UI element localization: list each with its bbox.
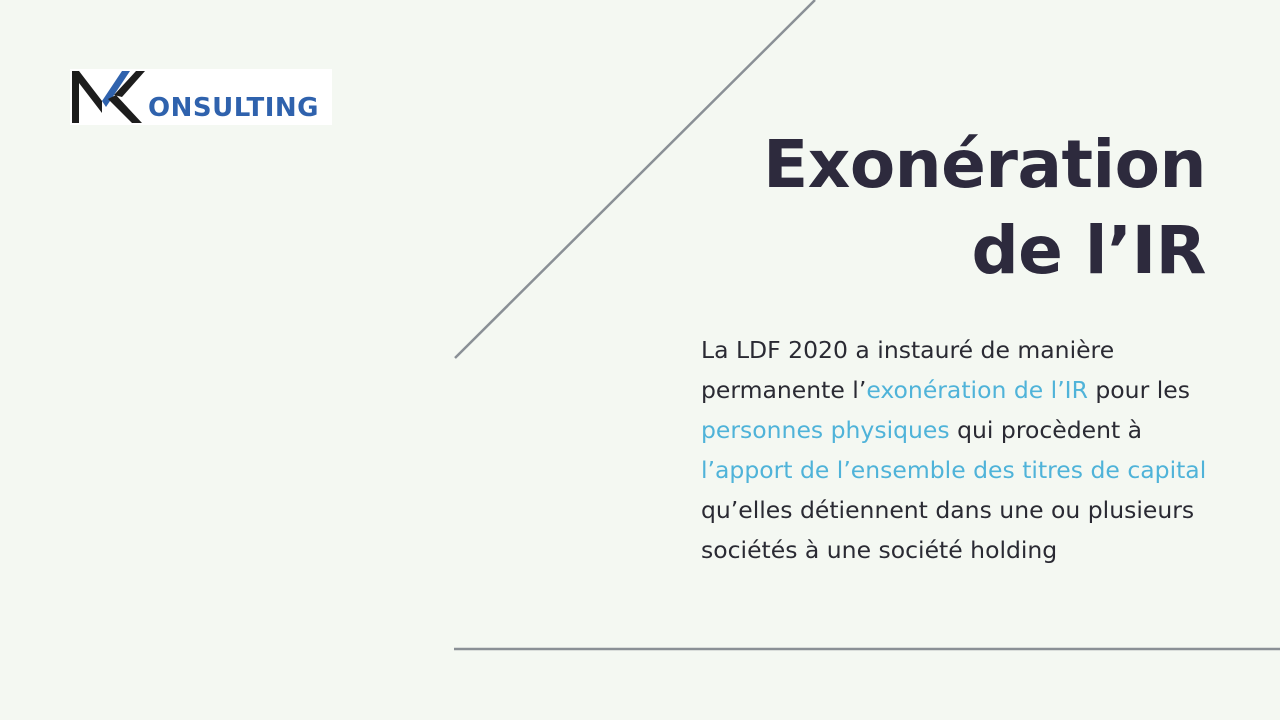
body-segment-3: qui procèdent à	[949, 416, 1143, 444]
company-logo	[70, 69, 332, 125]
title-line-2: de l’IR	[971, 212, 1206, 289]
highlight-personnes-physiques: personnes physiques	[701, 416, 950, 444]
title-line-1: Exonération	[763, 126, 1206, 203]
logo-wordmark: ONSULTING	[148, 93, 319, 123]
body-segment-2: pour les	[1087, 376, 1190, 404]
body-segment-4: qu’elles détiennent dans une ou plusieurs sociétés à une société holding	[701, 496, 1195, 564]
body-paragraph	[701, 330, 1221, 570]
highlight-exoneration: exonération de l’IR	[866, 376, 1088, 404]
body-segment-1: La LDF 2020 a instauré de manière permanente l’	[701, 336, 1115, 404]
highlight-apport-titres: l’apport de l’ensemble des titres de capital	[701, 456, 1207, 484]
mk-logo-mark-icon	[70, 69, 150, 125]
slide-title	[686, 122, 1206, 294]
